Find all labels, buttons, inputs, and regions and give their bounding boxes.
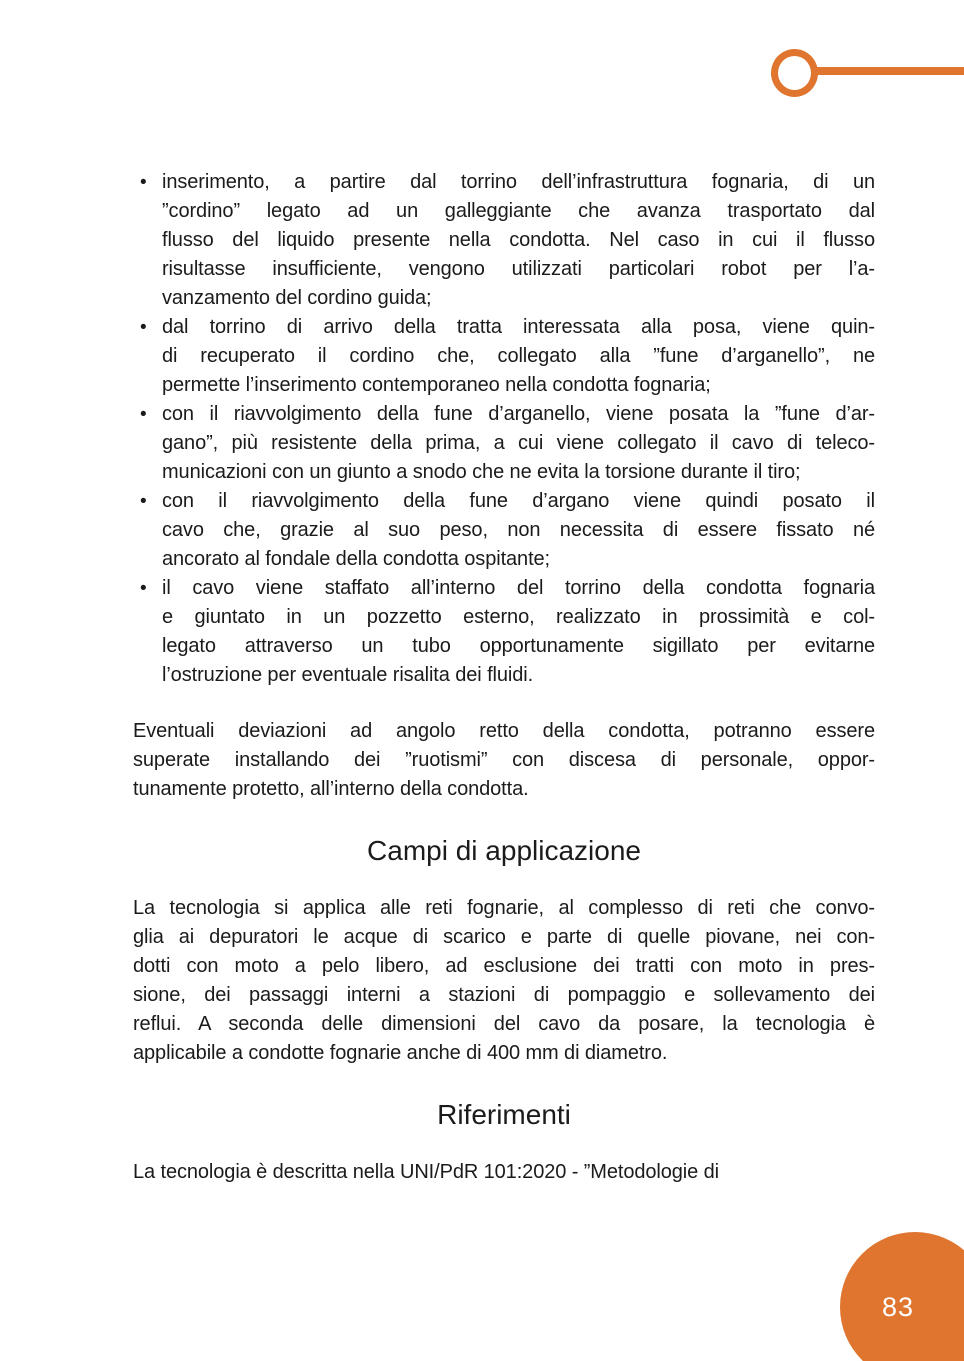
section-heading: Campi di applicazione [367,835,641,866]
bullet-item [133,487,875,574]
text-line: superate installando dei ”ruotismi” con discesa di personale, oppor- [133,749,875,771]
text-line: flusso del liquido presente nella condotta. Nel caso in cui il flusso [162,229,875,251]
bullet-text [162,168,875,313]
text-line: legato attraverso un tubo opportunamente sigillato per evitarne [162,635,875,657]
section-body [133,1158,875,1187]
bullet-text [162,313,875,400]
text-line: La tecnologia si applica alle reti fognarie, al complesso di reti che convo- [133,897,875,919]
bullet-marker-icon: • [140,404,147,425]
text-line: cavo che, grazie al suo peso, non necessita di essere fissato né [162,519,875,541]
bullet-marker-icon: • [140,172,147,193]
text-line: reflui. A seconda delle dimensioni del cavo da posare, la tecnologia è [133,1013,875,1035]
text-line: inserimento, a partire dal torrino dell’infrastruttura fognaria, di un [162,171,875,193]
content-column [133,168,875,1187]
page-number: 83 [881,1291,915,1322]
text-line: e giuntato in un pozzetto esterno, realizzato in prossimità e col- [162,606,875,628]
bullet-marker-icon: • [140,317,147,338]
text-line: dotti con moto a pelo libero, ad esclusione dei tratti con moto in pres- [133,955,875,977]
text-line: ancorato al fondale della condotta ospitante; [162,548,551,570]
bullet-item [133,168,875,313]
section [133,1098,875,1187]
text-line: risultasse insufficiente, vengono utilizzati particolari robot per l’a- [162,258,875,280]
text-line: ”cordino” legato ad un galleggiante che avanza trasportato dal [162,200,875,222]
page-number-badge [840,1232,964,1361]
text-line: con il riavvolgimento della fune d’argano viene quindi posato il [162,490,875,512]
section [133,834,875,1068]
text-line: municazioni con un giunto a snodo che ne evita la torsione durante il tiro; [162,461,801,483]
bullet-item [133,400,875,487]
text-line: di recuperato il cordino che, collegato alla ”fune d’arganello”, ne [162,345,875,367]
bullet-text [162,487,875,574]
text-line: applicabile a condotte fognarie anche di 400 mm di diametro. [133,1042,668,1064]
bullet-item [133,574,875,690]
text-line: tunamente protetto, all’interno della condotta. [133,778,529,800]
text-line: La tecnologia è descritta nella UNI/PdR 101:2020 - ”Metodologie di [133,1161,719,1183]
text-line: permette l’inserimento contemporaneo nella condotta fognaria; [162,374,711,396]
text-line: glia ai depuratori le acque di scarico e parte di quelle piovane, nei con- [133,926,875,948]
bullet-list [133,168,875,690]
bullet-marker-icon: • [140,491,147,512]
section-body [133,894,875,1068]
text-line: il cavo viene staffato all’interno del torrino della condotta fognaria [162,577,875,599]
bullet-text [162,400,875,487]
paragraph [133,717,875,804]
section-heading: Riferimenti [437,1099,571,1130]
bullet-text [162,574,875,690]
text-line: dal torrino di arrivo della tratta interessata alla posa, viene quin- [162,316,875,338]
text-line: l’ostruzione per eventuale risalita dei fluidi. [162,664,534,686]
text-line: con il riavvolgimento della fune d’arganello, viene posata la ”fune d’ar- [162,403,875,425]
ring-icon [771,49,818,97]
text-line: gano”, più resistente della prima, a cui viene collegato il cavo di teleco- [162,432,875,454]
sections [133,834,875,1187]
text-line: vanzamento del cordino guida; [162,287,432,309]
text-line: Eventuali deviazioni ad angolo retto della condotta, potranno essere [133,720,875,742]
bullet-marker-icon: • [140,578,147,599]
text-line: sione, dei passaggi interni a stazioni di pompaggio e sollevamento dei [133,984,875,1006]
header-rule [812,67,964,75]
bullet-item [133,313,875,400]
